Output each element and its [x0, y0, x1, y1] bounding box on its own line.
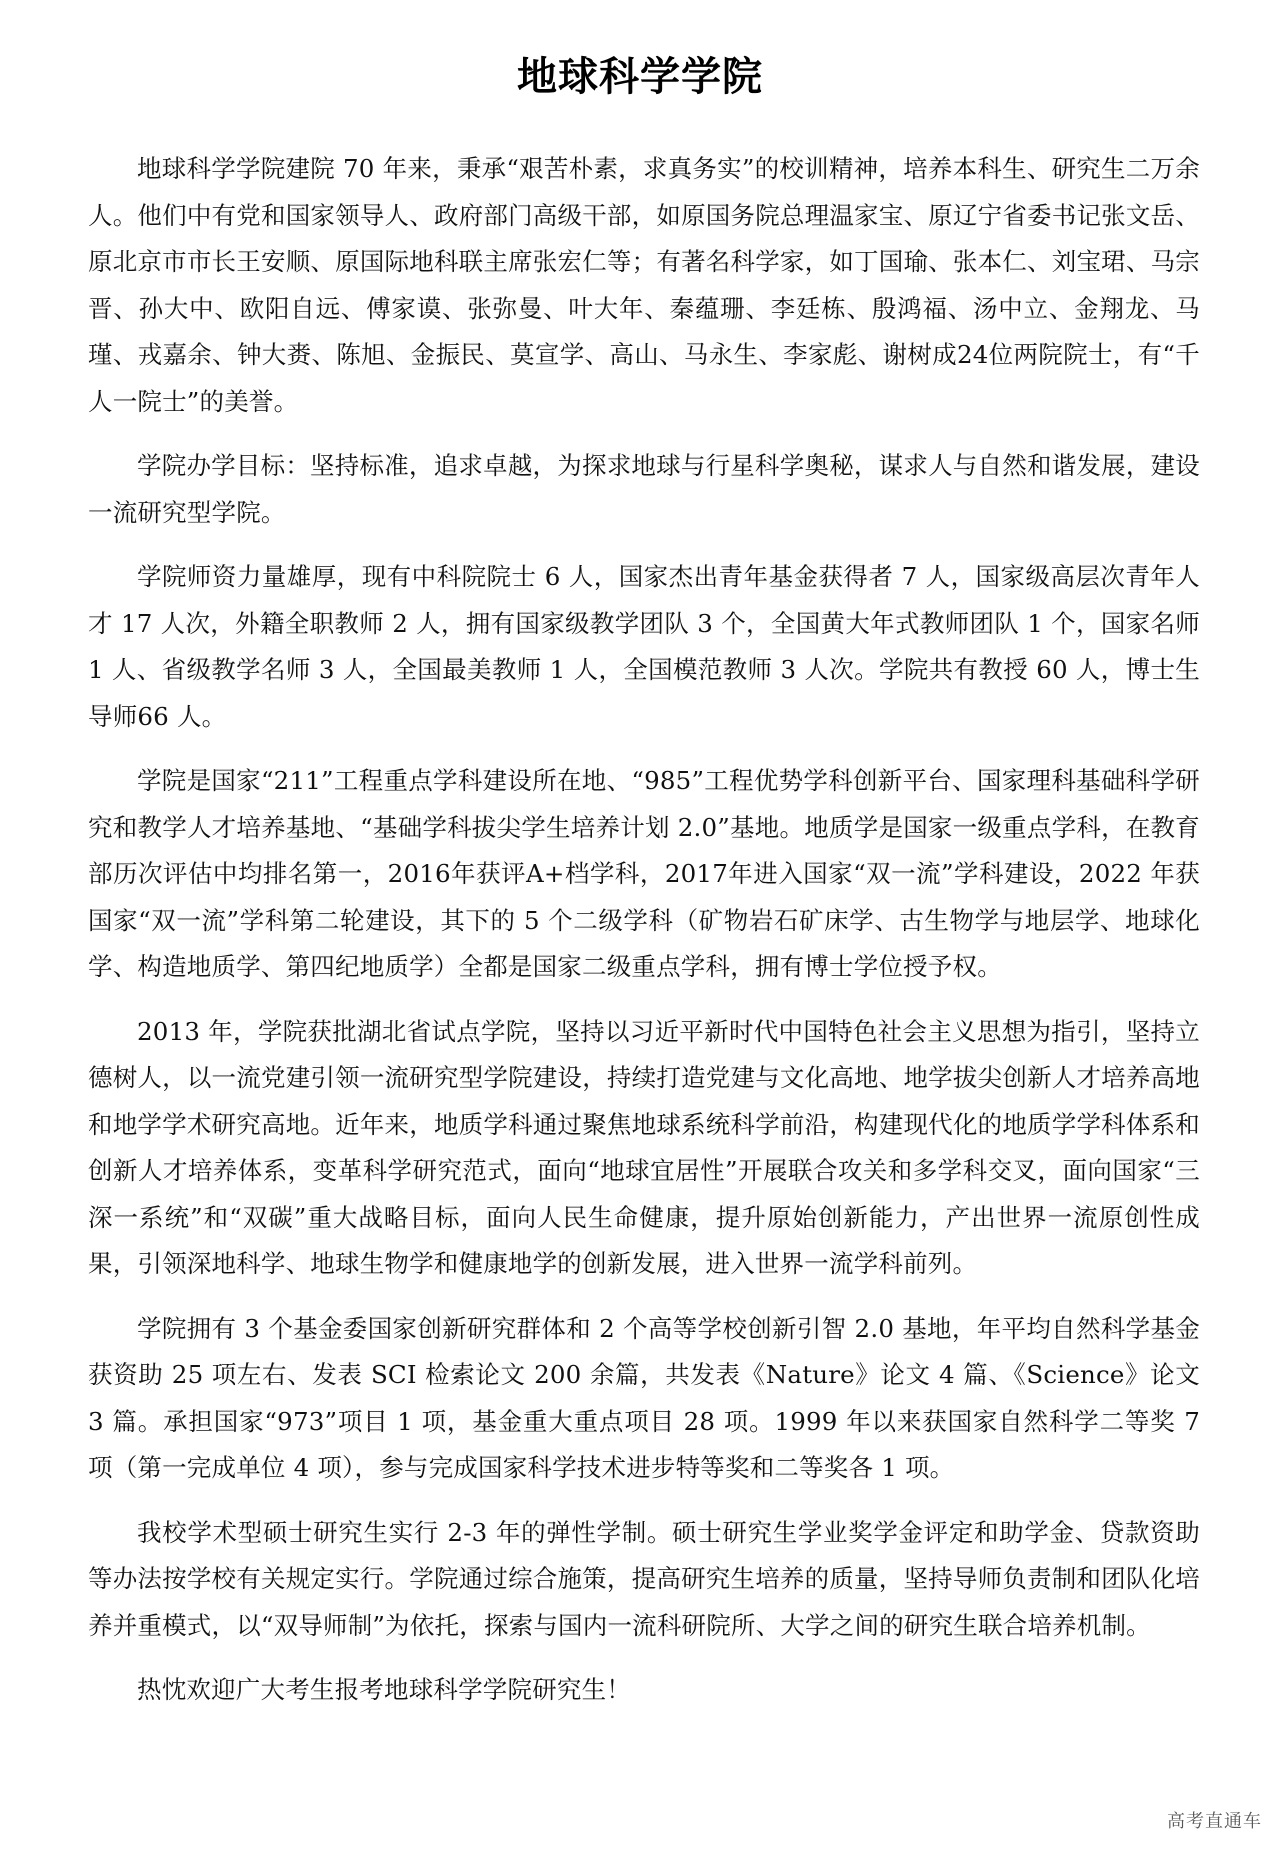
paragraph-graduate-program: 我校学术型硕士研究生实行 2-3 年的弹性学制。硕士研究生学业奖学金评定和助学金、贷款资助等办法按学校有关规定实行。学院通过综合施策，提高研究生培养的质量，坚持导师负责制和团队化培养并重模式，以“双导师制”为依托，探索与国内一流科研院所、大学之间的研究生联合培养机制。: [88, 1517, 1200, 1640]
page-title: 地球科学学院: [517, 53, 763, 100]
paragraph-welcome: 热忱欢迎广大考生报考地球科学学院研究生！: [137, 1675, 631, 1704]
watermark: 高考直通车: [1167, 1811, 1262, 1832]
paragraph-disciplines: 学院是国家“211”工程重点学科建设所在地、“985”工程优势学科创新平台、国家理科基础科学研究和教学人才培养基地、“基础学科拔尖学生培养计划 2.0”基地。地质学是国家一级重点学科，在教育部历次评估中均排名第一，2016年获评A+档学科，2017年进入国家“双一流”学科建设，2022 年获国家“双一流”学科第二轮建设，其下的 5 个二级学科（矿物岩石矿床学、古生物学与地层学、地球化学、构造地质学、第四纪地质学）全都是国家二级重点学科，拥有博士学位授予权。: [88, 766, 1200, 981]
paragraph-history: 地球科学学院建院 70 年来，秉承“艰苦朴素，求真务实”的校训精神，培养本科生、研究生二万余人。他们中有党和国家领导人、政府部门高级干部，如原国务院总理温家宝、原辽宁省委书记张文岳、原北京市市长王安顺、原国际地科联主席张宏仁等；有著名科学家，如丁国瑜、张本仁、刘宝珺、马宗晋、孙大中、欧阳自远、傅家谟、张弥曼、叶大年、秦蕴珊、李廷栋、殷鸿福、汤中立、金翔龙、马瑾、戎嘉余、钟大赉、陈旭、金振民、莫宣学、高山、马永生、李家彪、谢树成24位两院院士，有“千人一院士”的美誉。: [88, 154, 1200, 416]
paragraph-goal: 学院办学目标：坚持标准，追求卓越，为探求地球与行星科学奥秘，谋求人与自然和谐发展，建设一流研究型学院。: [88, 451, 1200, 527]
paragraph-pilot-college: 2013 年，学院获批湖北省试点学院，坚持以习近平新时代中国特色社会主义思想为指引，坚持立德树人，以一流党建引领一流研究型学院建设，持续打造党建与文化高地、地学拔尖创新人才培养高地和地学学术研究高地。近年来，地质学科通过聚焦地球系统科学前沿，构建现代化的地质学学科体系和创新人才培养体系，变革科学研究范式，面向“地球宜居性”开展联合攻关和多学科交叉，面向国家“三深一系统”和“双碳”重大战略目标，面向人民生命健康，提升原始创新能力，产出世界一流原创性成果，引领深地科学、地球生物学和健康地学的创新发展，进入世界一流学科前列。: [88, 1016, 1200, 1278]
paragraph-faculty: 学院师资力量雄厚，现有中科院院士 6 人，国家杰出青年基金获得者 7 人，国家级高层次青年人才 17 人次，外籍全职教师 2 人，拥有国家级教学团队 3 个，全国黄大年式教师团队 1 个，国家名师 1 人、省级教学名师 3 人，全国最美教师 1 人，全国模范教师 3 人次。学院共有教授 60 人，博士生导师66 人。: [88, 562, 1200, 731]
document-body: [88, 146, 1200, 1732]
paragraph-research: 学院拥有 3 个基金委国家创新研究群体和 2 个高等学校创新引智 2.0 基地，年平均自然科学基金获资助 25 项左右、发表 SCI 检索论文 200 余篇，共发表《Nature》论文 4 篇、《Science》论文 3 篇。承担国家“973”项目 1 项，基金重大重点项目 28 项。1999 年以来获国家自然科学二等奖 7 项（第一完成单位 4 项），参与完成国家科学技术进步特等奖和二等奖各 1 项。: [88, 1313, 1200, 1482]
